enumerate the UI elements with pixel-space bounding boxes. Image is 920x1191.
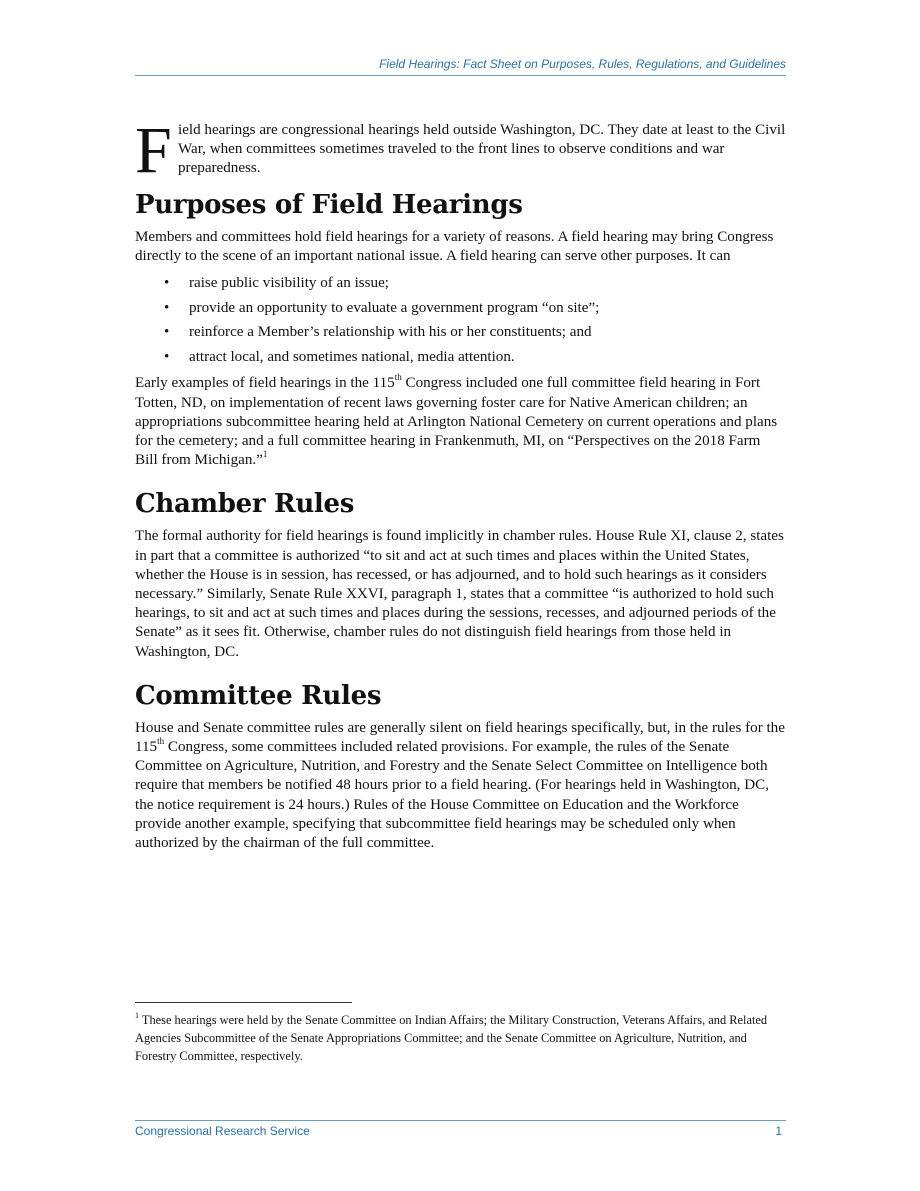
- bullet-icon: •: [164, 324, 170, 341]
- footnote: [135, 1011, 786, 1065]
- purposes-paragraph: Members and committees hold field hearings for a variety of reasons. A field hearing may bring Congress directly to the scene of an important national issue. A field hearing can serve other purposes. It can: [135, 228, 774, 264]
- bullet-icon: •: [164, 299, 170, 316]
- chamber-heading: Chamber Rules: [135, 489, 355, 520]
- list-item: • raise public visibility of an issue;: [135, 274, 786, 293]
- intro-paragraph: [135, 114, 786, 187]
- purposes-list: [135, 274, 786, 367]
- chamber-paragraph: The formal authority for field hearings is found implicitly in chamber rules. House Rule XI, clause 2, states in part that a committee is authorized “to sit and act at such times and places within the United States, whether the House is in session, has recessed, or has adjourned, and to hold such hearings as it considers necessary.” Similarly, Senate Rule XXVI, paragraph 1, states that a committee “is authorized to hold such hearings, to sit and act at such times and places during the sessions, recesses, and adjourned periods of the Senate” as it sees fit. Otherwise, chamber rules do not distinguish field hearings from those held in Washington, DC.: [135, 528, 784, 660]
- purposes-heading: Purposes of Field Hearings: [135, 189, 523, 220]
- running-header: [135, 55, 786, 76]
- bullet-icon: •: [164, 349, 170, 366]
- page-number: 1: [775, 1124, 782, 1138]
- page-footer: [135, 1120, 786, 1138]
- list-item: • reinforce a Member’s relationship with his or her constituents; and: [135, 323, 786, 342]
- intro-text: ield hearings are congressional hearings held outside Washington, DC. They date at least to the Civil War, when committees sometimes traveled to the front lines to observe conditions and war preparedness.: [178, 122, 786, 177]
- header-title: Field Hearings: Fact Sheet on Purposes, Rules, Regulations, and Guidelines: [379, 57, 786, 71]
- footnote-divider: [135, 1002, 352, 1003]
- footer-org: Congressional Research Service: [135, 1124, 310, 1138]
- committee-paragraph: House and Senate committee rules are generally silent on field hearings specifically, but, in the rules for the 115th Congress, some committees included related provisions. For example, the rules of the Senate Committee on Agriculture, Nutrition, and Forestry and the Senate Select Committee on Intelligence both require that members be notified 48 hours prior to a field hearing. (For hearings held in Washington, DC, the notice requirement is 24 hours.) Rules of the House Committee on Education and the Workforce provide another example, specifying that subcommittee field hearings may be scheduled only when authorized by the chairman of the full committee.: [135, 719, 785, 851]
- footnote-ref[interactable]: 1: [262, 449, 268, 460]
- footnote-text: These hearings were held by the Senate Committee on Indian Affairs; the Military Construction, Veterans Affairs, and Related Agencies Subcommittee of the Senate Appropriations Committee; and the Senate Committee on Agriculture, Nutrition, and Forestry Committee, respectively.: [135, 1013, 768, 1063]
- bullet-icon: •: [164, 275, 170, 292]
- main-content: [135, 114, 786, 861]
- footnote-number: 1: [135, 1010, 139, 1020]
- drop-cap: F: [135, 114, 172, 187]
- list-item: • provide an opportunity to evaluate a government program “on site”;: [135, 299, 786, 318]
- list-item: • attract local, and sometimes national, media attention.: [135, 348, 786, 367]
- committee-heading: Committee Rules: [135, 680, 382, 711]
- examples-paragraph: Early examples of field hearings in the 115th Congress included one full committee field hearing in Fort Totten, ND, on implementation of recent laws governing foster care for Native American children; an appropriations subcommittee hearing held at Arlington National Cemetery on current operations and plans for the cemetery; and a full committee hearing in Frankenmuth, MI, on “Perspectives on the 2018 Farm Bill from Michigan.”$^1$: [135, 372, 778, 469]
